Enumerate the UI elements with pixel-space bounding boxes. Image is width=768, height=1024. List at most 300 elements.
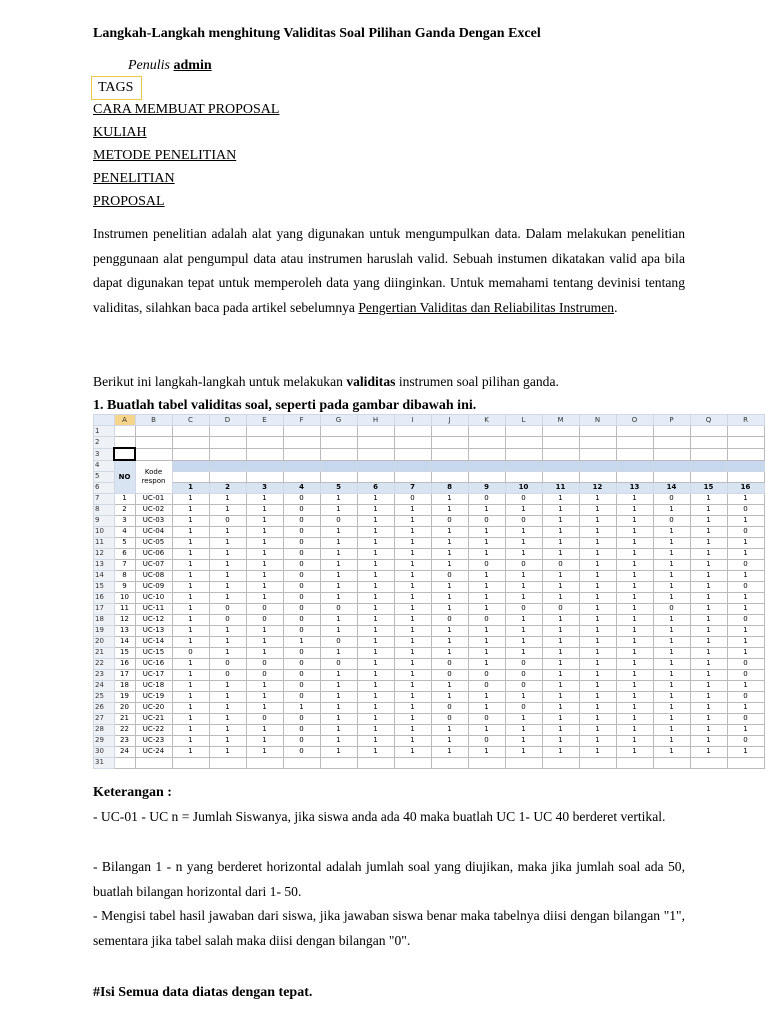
column-header-c[interactable]: C — [172, 415, 209, 426]
cell-answer[interactable]: 1 — [616, 526, 653, 537]
cell-answer[interactable]: 1 — [394, 658, 431, 669]
cell-answer[interactable]: 1 — [320, 746, 357, 757]
row-number[interactable]: 15 — [94, 581, 115, 592]
cell-no[interactable]: 19 — [114, 691, 135, 702]
cell-answer[interactable]: 1 — [616, 702, 653, 713]
cell-answer[interactable]: 1 — [394, 537, 431, 548]
cell-answer[interactable]: 0 — [727, 526, 764, 537]
cell-answer[interactable]: 0 — [283, 614, 320, 625]
column-header-b[interactable]: B — [135, 415, 172, 426]
cell-answer[interactable]: 1 — [542, 581, 579, 592]
cell[interactable] — [727, 437, 764, 449]
cell-answer[interactable]: 1 — [690, 680, 727, 691]
cell-answer[interactable]: 0 — [172, 647, 209, 658]
cell-answer[interactable]: 1 — [579, 592, 616, 603]
cell[interactable] — [357, 426, 394, 437]
cell-answer[interactable]: 1 — [468, 691, 505, 702]
cell-answer[interactable]: 1 — [542, 537, 579, 548]
cell-answer[interactable]: 0 — [542, 603, 579, 614]
cell-answer[interactable]: 1 — [172, 658, 209, 669]
cell[interactable] — [690, 448, 727, 460]
cell-answer[interactable]: 0 — [542, 559, 579, 570]
cell-no[interactable]: 11 — [114, 603, 135, 614]
cell-no[interactable]: 22 — [114, 724, 135, 735]
cell-answer[interactable]: 1 — [357, 493, 394, 504]
cell-answer[interactable]: 1 — [468, 526, 505, 537]
cell-answer[interactable]: 0 — [505, 559, 542, 570]
cell-answer[interactable]: 1 — [542, 592, 579, 603]
cell-answer[interactable]: 1 — [690, 515, 727, 526]
cell[interactable] — [357, 437, 394, 449]
cell-answer[interactable]: 0 — [283, 625, 320, 636]
cell[interactable] — [172, 437, 209, 449]
cell-kode[interactable]: UC-13 — [135, 625, 172, 636]
cell-answer[interactable]: 1 — [431, 724, 468, 735]
author-name-link[interactable]: admin — [173, 58, 212, 73]
cell-answer[interactable]: 1 — [209, 493, 246, 504]
cell-answer[interactable]: 1 — [727, 636, 764, 647]
cell[interactable] — [431, 448, 468, 460]
cell-answer[interactable]: 0 — [283, 680, 320, 691]
cell-answer[interactable]: 1 — [542, 680, 579, 691]
cell-answer[interactable]: 1 — [320, 724, 357, 735]
cell-answer[interactable]: 0 — [283, 493, 320, 504]
cell-no[interactable]: 14 — [114, 636, 135, 647]
cell[interactable] — [653, 437, 690, 449]
cell[interactable] — [114, 437, 135, 449]
row-number[interactable]: 20 — [94, 636, 115, 647]
cell-kode[interactable]: UC-11 — [135, 603, 172, 614]
cell-answer[interactable]: 0 — [283, 581, 320, 592]
row-number[interactable]: 26 — [94, 702, 115, 713]
cell-answer[interactable]: 0 — [320, 515, 357, 526]
cell-answer[interactable]: 1 — [431, 526, 468, 537]
cell-answer[interactable]: 1 — [209, 581, 246, 592]
cell-answer[interactable]: 1 — [172, 735, 209, 746]
cell[interactable] — [690, 437, 727, 449]
cell-answer[interactable]: 0 — [727, 713, 764, 724]
cell[interactable] — [690, 471, 727, 482]
cell-answer[interactable]: 0 — [431, 515, 468, 526]
cell-answer[interactable]: 0 — [283, 647, 320, 658]
cell-answer[interactable]: 1 — [690, 691, 727, 702]
cell-answer[interactable]: 0 — [468, 713, 505, 724]
cell-answer[interactable]: 1 — [172, 592, 209, 603]
cell-answer[interactable]: 1 — [394, 691, 431, 702]
cell-answer[interactable]: 1 — [579, 713, 616, 724]
cell-answer[interactable]: 1 — [246, 537, 283, 548]
cell-answer[interactable]: 1 — [542, 702, 579, 713]
column-header-a[interactable]: A — [114, 415, 135, 426]
cell-answer[interactable]: 1 — [579, 680, 616, 691]
cell-answer[interactable]: 0 — [283, 537, 320, 548]
cell-answer[interactable]: 1 — [505, 636, 542, 647]
column-header-m[interactable]: M — [542, 415, 579, 426]
row-number[interactable]: 14 — [94, 570, 115, 581]
cell[interactable] — [357, 757, 394, 768]
cell-answer[interactable]: 1 — [209, 724, 246, 735]
cell-answer[interactable]: 1 — [653, 570, 690, 581]
cell-answer[interactable]: 0 — [431, 713, 468, 724]
cell[interactable] — [579, 448, 616, 460]
cell[interactable] — [246, 448, 283, 460]
cell-answer[interactable]: 1 — [320, 504, 357, 515]
cell-no[interactable]: 5 — [114, 537, 135, 548]
cell-answer[interactable]: 1 — [616, 735, 653, 746]
cell-answer[interactable]: 1 — [653, 713, 690, 724]
cell-answer[interactable]: 1 — [246, 504, 283, 515]
row-number[interactable]: 4 — [94, 460, 115, 471]
cell-answer[interactable]: 1 — [542, 691, 579, 702]
cell-answer[interactable]: 1 — [394, 504, 431, 515]
cell-answer[interactable]: 1 — [653, 581, 690, 592]
cell-answer[interactable]: 1 — [357, 636, 394, 647]
cell-answer[interactable]: 0 — [209, 515, 246, 526]
cell-answer[interactable]: 1 — [690, 647, 727, 658]
cell[interactable] — [468, 471, 505, 482]
row-number[interactable]: 3 — [94, 448, 115, 460]
cell-answer[interactable]: 0 — [431, 702, 468, 713]
cell-answer[interactable]: 0 — [468, 614, 505, 625]
cell-answer[interactable]: 1 — [357, 537, 394, 548]
column-header-l[interactable]: L — [505, 415, 542, 426]
cell[interactable] — [320, 426, 357, 437]
cell-answer[interactable]: 1 — [357, 735, 394, 746]
cell-answer[interactable]: 1 — [690, 559, 727, 570]
cell-answer[interactable]: 1 — [616, 625, 653, 636]
cell-answer[interactable]: 1 — [653, 548, 690, 559]
cell-no[interactable]: 20 — [114, 702, 135, 713]
cell-answer[interactable]: 1 — [357, 603, 394, 614]
cell-answer[interactable]: 1 — [394, 636, 431, 647]
cell-answer[interactable]: 1 — [209, 592, 246, 603]
cell-answer[interactable]: 1 — [357, 724, 394, 735]
cell-answer[interactable]: 1 — [542, 647, 579, 658]
cell-answer[interactable]: 1 — [357, 647, 394, 658]
cell-answer[interactable]: 1 — [357, 702, 394, 713]
cell-answer[interactable]: 1 — [690, 713, 727, 724]
cell-answer[interactable]: 1 — [468, 592, 505, 603]
cell-answer[interactable]: 1 — [505, 570, 542, 581]
cell-answer[interactable]: 1 — [209, 691, 246, 702]
cell[interactable] — [431, 757, 468, 768]
cell-answer[interactable]: 1 — [320, 581, 357, 592]
cell-answer[interactable]: 0 — [283, 592, 320, 603]
cell[interactable] — [135, 757, 172, 768]
cell[interactable] — [653, 448, 690, 460]
row-number[interactable]: 10 — [94, 526, 115, 537]
cell-answer[interactable]: 1 — [690, 702, 727, 713]
cell-answer[interactable]: 1 — [653, 735, 690, 746]
cell-answer[interactable]: 1 — [727, 548, 764, 559]
cell-no[interactable]: 8 — [114, 570, 135, 581]
cell-answer[interactable]: 1 — [616, 537, 653, 548]
cell-no[interactable]: 4 — [114, 526, 135, 537]
cell-kode[interactable]: UC-20 — [135, 702, 172, 713]
cell-answer[interactable]: 1 — [357, 526, 394, 537]
cell-answer[interactable]: 1 — [616, 746, 653, 757]
cell-answer[interactable]: 1 — [542, 548, 579, 559]
cell-answer[interactable]: 0 — [283, 504, 320, 515]
cell-answer[interactable]: 0 — [468, 493, 505, 504]
cell-kode[interactable]: UC-14 — [135, 636, 172, 647]
cell-answer[interactable]: 1 — [690, 526, 727, 537]
cell-answer[interactable]: 1 — [431, 746, 468, 757]
cell-answer[interactable]: 1 — [246, 570, 283, 581]
tag-link-metode-penelitian[interactable]: METODE PENELITIAN — [93, 148, 237, 163]
row-number[interactable]: 8 — [94, 504, 115, 515]
cell[interactable] — [320, 471, 357, 482]
cell[interactable] — [114, 448, 135, 460]
cell-answer[interactable]: 1 — [357, 746, 394, 757]
cell-answer[interactable]: 1 — [246, 735, 283, 746]
cell-no[interactable]: 2 — [114, 504, 135, 515]
cell-answer[interactable]: 1 — [431, 691, 468, 702]
cell[interactable] — [653, 471, 690, 482]
cell[interactable] — [468, 437, 505, 449]
cell-answer[interactable]: 1 — [357, 548, 394, 559]
cell-answer[interactable]: 1 — [320, 713, 357, 724]
row-number[interactable]: 27 — [94, 713, 115, 724]
cell-answer[interactable]: 1 — [727, 647, 764, 658]
cell-answer[interactable]: 1 — [542, 713, 579, 724]
cell-answer[interactable]: 1 — [690, 581, 727, 592]
cell-answer[interactable]: 0 — [283, 515, 320, 526]
cell-answer[interactable]: 1 — [468, 636, 505, 647]
cell-answer[interactable]: 0 — [283, 548, 320, 559]
cell-answer[interactable]: 1 — [468, 647, 505, 658]
cell-answer[interactable]: 1 — [246, 625, 283, 636]
cell[interactable] — [394, 471, 431, 482]
cell-answer[interactable]: 1 — [727, 625, 764, 636]
cell-answer[interactable]: 1 — [431, 647, 468, 658]
cell-answer[interactable]: 1 — [357, 592, 394, 603]
cell-answer[interactable]: 1 — [616, 581, 653, 592]
cell-answer[interactable]: 1 — [172, 504, 209, 515]
cell-answer[interactable]: 1 — [209, 735, 246, 746]
cell-answer[interactable]: 0 — [431, 658, 468, 669]
column-header-g[interactable]: G — [320, 415, 357, 426]
tag-link-penelitian[interactable]: PENELITIAN — [93, 171, 175, 186]
cell-kode[interactable]: UC-18 — [135, 680, 172, 691]
cell-answer[interactable]: 1 — [505, 724, 542, 735]
cell-answer[interactable]: 1 — [172, 713, 209, 724]
row-number[interactable]: 18 — [94, 614, 115, 625]
cell-answer[interactable]: 1 — [727, 515, 764, 526]
cell-no[interactable]: 1 — [114, 493, 135, 504]
cell-answer[interactable]: 1 — [579, 515, 616, 526]
cell-answer[interactable]: 1 — [690, 603, 727, 614]
cell-no[interactable]: 23 — [114, 735, 135, 746]
cell-answer[interactable]: 1 — [653, 647, 690, 658]
cell-answer[interactable]: 1 — [283, 636, 320, 647]
row-number[interactable]: 1 — [94, 426, 115, 437]
cell[interactable] — [172, 471, 209, 482]
cell[interactable] — [394, 448, 431, 460]
cell-answer[interactable]: 1 — [468, 570, 505, 581]
cell-answer[interactable]: 1 — [209, 636, 246, 647]
cell-answer[interactable]: 1 — [320, 625, 357, 636]
cell-answer[interactable]: 1 — [468, 658, 505, 669]
cell-no[interactable]: 9 — [114, 581, 135, 592]
cell-no[interactable]: 6 — [114, 548, 135, 559]
cell-answer[interactable]: 1 — [357, 570, 394, 581]
cell[interactable] — [505, 471, 542, 482]
cell-answer[interactable]: 0 — [283, 669, 320, 680]
cell-answer[interactable]: 1 — [172, 537, 209, 548]
cell-kode[interactable]: UC-08 — [135, 570, 172, 581]
cell-answer[interactable]: 1 — [468, 548, 505, 559]
cell-answer[interactable]: 1 — [505, 526, 542, 537]
cell-answer[interactable]: 1 — [579, 581, 616, 592]
cell-answer[interactable]: 1 — [431, 537, 468, 548]
cell-answer[interactable]: 1 — [431, 680, 468, 691]
cell-answer[interactable]: 1 — [653, 746, 690, 757]
cell-answer[interactable]: 1 — [209, 746, 246, 757]
cell-answer[interactable]: 1 — [394, 526, 431, 537]
cell-answer[interactable]: 0 — [283, 570, 320, 581]
cell-kode[interactable]: UC-17 — [135, 669, 172, 680]
cell-answer[interactable]: 1 — [616, 592, 653, 603]
column-header-i[interactable]: I — [394, 415, 431, 426]
cell-answer[interactable]: 1 — [320, 669, 357, 680]
cell[interactable] — [320, 448, 357, 460]
cell-answer[interactable]: 1 — [579, 691, 616, 702]
cell-answer[interactable]: 1 — [172, 746, 209, 757]
cell[interactable] — [690, 757, 727, 768]
cell-answer[interactable]: 1 — [172, 559, 209, 570]
cell-answer[interactable]: 1 — [690, 592, 727, 603]
cell-answer[interactable]: 1 — [579, 559, 616, 570]
cell-answer[interactable]: 1 — [209, 570, 246, 581]
row-number[interactable]: 5 — [94, 471, 115, 482]
cell-answer[interactable]: 0 — [283, 735, 320, 746]
cell-answer[interactable]: 1 — [727, 746, 764, 757]
cell-answer[interactable]: 1 — [616, 713, 653, 724]
column-header-o[interactable]: O — [616, 415, 653, 426]
cell-answer[interactable]: 1 — [727, 702, 764, 713]
cell-answer[interactable]: 1 — [320, 702, 357, 713]
row-number[interactable]: 21 — [94, 647, 115, 658]
cell-answer[interactable]: 0 — [505, 493, 542, 504]
cell-answer[interactable]: 0 — [468, 669, 505, 680]
cell-kode[interactable]: UC-02 — [135, 504, 172, 515]
row-number[interactable]: 29 — [94, 735, 115, 746]
cell-answer[interactable]: 0 — [283, 559, 320, 570]
cell[interactable] — [114, 426, 135, 437]
cell-answer[interactable]: 1 — [616, 603, 653, 614]
cell-answer[interactable]: 1 — [616, 504, 653, 515]
cell-answer[interactable]: 1 — [653, 614, 690, 625]
cell[interactable] — [135, 437, 172, 449]
cell[interactable] — [246, 471, 283, 482]
cell-answer[interactable]: 1 — [320, 691, 357, 702]
cell-answer[interactable]: 1 — [616, 658, 653, 669]
cell-answer[interactable]: 1 — [172, 669, 209, 680]
cell-answer[interactable]: 0 — [505, 658, 542, 669]
cell-answer[interactable]: 1 — [542, 669, 579, 680]
cell-answer[interactable]: 1 — [172, 702, 209, 713]
cell-answer[interactable]: 1 — [246, 702, 283, 713]
cell[interactable] — [542, 757, 579, 768]
cell-answer[interactable]: 1 — [579, 735, 616, 746]
cell-answer[interactable]: 1 — [320, 559, 357, 570]
cell-answer[interactable]: 0 — [505, 680, 542, 691]
cell-kode[interactable]: UC-24 — [135, 746, 172, 757]
cell-answer[interactable]: 0 — [653, 493, 690, 504]
cell-answer[interactable]: 1 — [246, 691, 283, 702]
cell-kode[interactable]: UC-22 — [135, 724, 172, 735]
cell-answer[interactable]: 1 — [246, 746, 283, 757]
cell-answer[interactable]: 1 — [690, 669, 727, 680]
cell-answer[interactable]: 1 — [394, 603, 431, 614]
tag-link-kuliah[interactable]: KULIAH — [93, 125, 147, 140]
cell-answer[interactable]: 1 — [246, 581, 283, 592]
cell-kode[interactable]: UC-12 — [135, 614, 172, 625]
cell-answer[interactable]: 1 — [431, 592, 468, 603]
cell-answer[interactable]: 1 — [505, 625, 542, 636]
cell-answer[interactable]: 0 — [727, 614, 764, 625]
cell-answer[interactable]: 0 — [431, 614, 468, 625]
cell-answer[interactable]: 0 — [727, 735, 764, 746]
cell-answer[interactable]: 0 — [209, 669, 246, 680]
cell-answer[interactable]: 0 — [246, 658, 283, 669]
column-header-e[interactable]: E — [246, 415, 283, 426]
cell-answer[interactable]: 1 — [209, 625, 246, 636]
cell-answer[interactable]: 0 — [505, 603, 542, 614]
cell-answer[interactable]: 0 — [468, 515, 505, 526]
cell[interactable] — [431, 437, 468, 449]
cell-answer[interactable]: 0 — [283, 603, 320, 614]
cell-answer[interactable]: 1 — [616, 570, 653, 581]
cell-answer[interactable]: 1 — [505, 592, 542, 603]
cell-answer[interactable]: 1 — [209, 548, 246, 559]
cell-answer[interactable]: 1 — [505, 713, 542, 724]
cell-answer[interactable]: 1 — [172, 493, 209, 504]
cell[interactable] — [616, 448, 653, 460]
cell[interactable] — [172, 426, 209, 437]
cell[interactable] — [209, 426, 246, 437]
cell-answer[interactable]: 0 — [431, 570, 468, 581]
cell-answer[interactable]: 1 — [690, 614, 727, 625]
cell-answer[interactable]: 1 — [394, 680, 431, 691]
cell-answer[interactable]: 0 — [653, 603, 690, 614]
cell[interactable] — [468, 426, 505, 437]
cell-answer[interactable]: 0 — [727, 669, 764, 680]
cell-answer[interactable]: 1 — [653, 625, 690, 636]
cell-answer[interactable]: 1 — [505, 537, 542, 548]
cell-answer[interactable]: 0 — [283, 691, 320, 702]
cell-answer[interactable]: 1 — [690, 625, 727, 636]
cell-answer[interactable]: 1 — [431, 625, 468, 636]
row-number[interactable]: 31 — [94, 757, 115, 768]
cell-answer[interactable]: 1 — [172, 636, 209, 647]
cell-answer[interactable]: 1 — [394, 581, 431, 592]
cell-kode[interactable]: UC-03 — [135, 515, 172, 526]
cell-no[interactable]: 24 — [114, 746, 135, 757]
corner-cell[interactable] — [94, 415, 115, 426]
cell-answer[interactable]: 1 — [320, 548, 357, 559]
cell-answer[interactable]: 1 — [209, 537, 246, 548]
cell-answer[interactable]: 1 — [246, 592, 283, 603]
row-number[interactable]: 13 — [94, 559, 115, 570]
cell-answer[interactable]: 1 — [653, 691, 690, 702]
cell[interactable] — [114, 757, 135, 768]
cell-kode[interactable]: UC-10 — [135, 592, 172, 603]
cell[interactable] — [209, 757, 246, 768]
cell-answer[interactable]: 0 — [468, 559, 505, 570]
cell-answer[interactable]: 1 — [357, 669, 394, 680]
